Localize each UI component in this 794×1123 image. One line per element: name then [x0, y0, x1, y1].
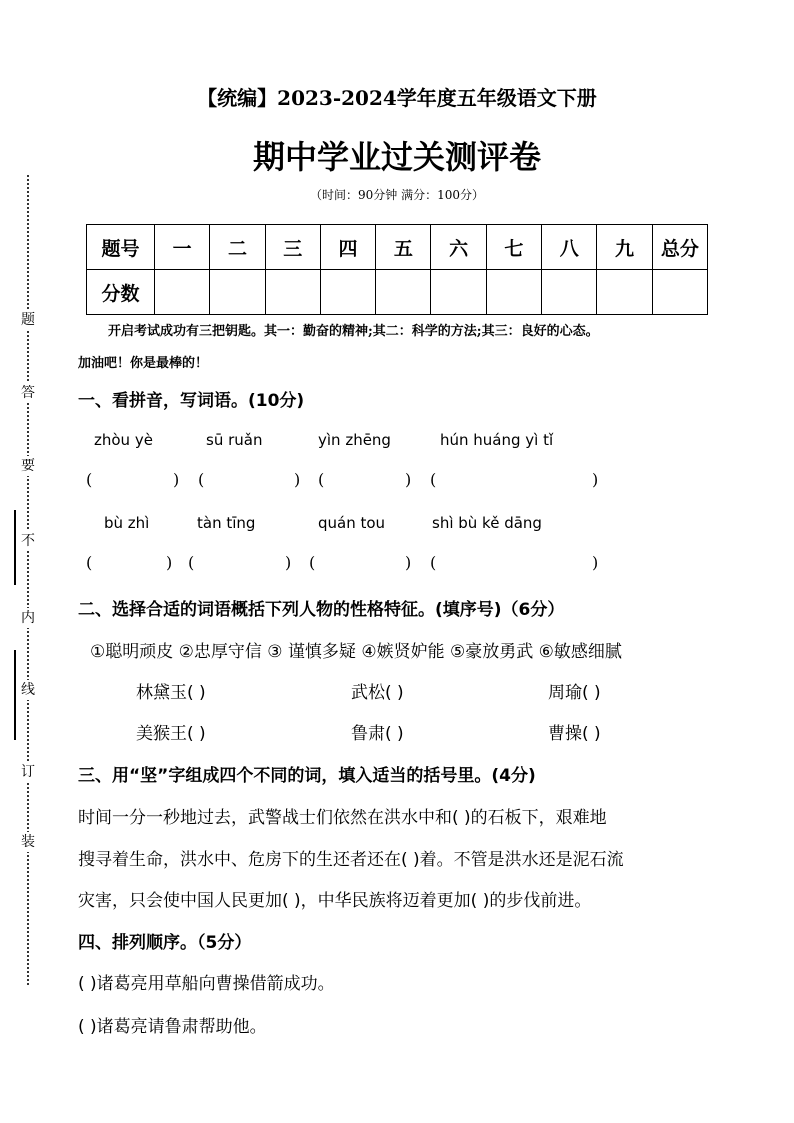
exam-title: 期中学业过关测评卷: [252, 138, 541, 176]
motto-line: 开启考试成功有三把钥匙。其一：勤奋的精神;其二：科学的方法;其三：良好的心态。: [108, 324, 599, 339]
character-blank[interactable]: 美猴王( ): [136, 724, 206, 744]
section-heading: 二、选择合适的词语概括下列人物的性格特征。(填序号)（6分）: [78, 600, 565, 620]
score-table-score-row: [87, 270, 708, 315]
answer-close-paren[interactable]: ): [285, 553, 292, 572]
paragraph-line[interactable]: 时间一分一秒地过去，武警战士们依然在洪水中和( )的石板下，艰难地: [78, 808, 607, 828]
table-cell: 总分: [652, 225, 707, 270]
word-options: ①聪明顽皮 ②忠厚守信 ③ 谨慎多疑 ④嫉贤妒能 ⑤豪放勇武 ⑥敏感细腻: [90, 642, 622, 662]
binding-bar: [14, 510, 16, 585]
character-blank[interactable]: 曹操( ): [548, 724, 601, 744]
binding-char: 要: [18, 456, 38, 476]
table-cell: 分数: [87, 270, 155, 315]
time-info: （时间：90分钟 满分：100分）: [310, 188, 484, 202]
binding-char: 内: [18, 608, 38, 628]
score-entry-cell[interactable]: [376, 270, 431, 315]
score-entry-cell[interactable]: [597, 270, 652, 315]
paragraph-line[interactable]: 灾害，只会使中国人民更加( )，中华民族将迈着更加( )的步伐前进。: [78, 891, 592, 911]
answer-close-paren[interactable]: ): [405, 470, 412, 489]
binding-dotted-line: [27, 175, 29, 985]
table-cell: 三: [265, 225, 320, 270]
answer-open-paren[interactable]: (: [430, 553, 437, 572]
pinyin: sū ruǎn: [206, 431, 263, 449]
table-cell: 二: [210, 225, 265, 270]
binding-char: 题: [18, 310, 38, 330]
table-cell: 六: [431, 225, 486, 270]
binding-char: 答: [18, 383, 38, 403]
score-entry-cell[interactable]: [265, 270, 320, 315]
answer-close-paren[interactable]: ): [405, 553, 412, 572]
pinyin: bù zhì: [104, 514, 150, 532]
answer-open-paren[interactable]: (: [318, 470, 325, 489]
answer-close-paren[interactable]: ): [592, 470, 599, 489]
score-entry-cell[interactable]: [431, 270, 486, 315]
paragraph-line[interactable]: 搜寻着生命，洪水中、危房下的生还者还在( )着。不管是洪水还是泥石流: [78, 850, 624, 870]
section-heading: 三、用“坚”字组成四个不同的词，填入适当的括号里。(4分): [78, 766, 536, 786]
section-heading: 四、排列顺序。（5分）: [78, 933, 252, 953]
answer-close-paren[interactable]: ): [592, 553, 599, 572]
motto-line: 加油吧！你是最棒的！: [78, 356, 209, 371]
answer-close-paren[interactable]: ): [294, 470, 301, 489]
answer-open-paren[interactable]: (: [430, 470, 437, 489]
order-item[interactable]: ( )诸葛亮用草船向曹操借箭成功。: [78, 974, 335, 994]
pinyin: shì bù kě dāng: [432, 514, 542, 532]
table-cell: 五: [376, 225, 431, 270]
pinyin: yìn zhēng: [318, 431, 391, 449]
answer-open-paren[interactable]: (: [309, 553, 316, 572]
score-entry-cell[interactable]: [542, 270, 597, 315]
order-item[interactable]: ( )诸葛亮请鲁肃帮助他。: [78, 1017, 267, 1037]
pinyin: tàn tīng: [197, 514, 256, 532]
table-cell: 九: [597, 225, 652, 270]
score-table-header-row: [87, 225, 708, 270]
score-entry-cell[interactable]: [652, 270, 707, 315]
score-entry-cell[interactable]: [320, 270, 375, 315]
pinyin: quán tou: [318, 514, 386, 532]
table-cell: 八: [542, 225, 597, 270]
answer-close-paren[interactable]: ): [166, 553, 173, 572]
score-table: [86, 224, 708, 315]
pinyin: zhòu yè: [94, 431, 153, 449]
table-cell: 题号: [87, 225, 155, 270]
binding-char: 不: [18, 531, 38, 551]
character-blank[interactable]: 鲁肃( ): [351, 724, 404, 744]
pinyin: hún huáng yì tǐ: [440, 431, 554, 449]
binding-char: 装: [18, 832, 38, 852]
binding-char: 订: [18, 762, 38, 782]
section-heading: 一、看拼音，写词语。(10分): [78, 391, 305, 411]
table-cell: 四: [320, 225, 375, 270]
score-entry-cell[interactable]: [210, 270, 265, 315]
answer-close-paren[interactable]: ): [173, 470, 180, 489]
score-entry-cell[interactable]: [486, 270, 541, 315]
character-blank[interactable]: 林黛玉( ): [136, 683, 206, 703]
character-blank[interactable]: 周瑜( ): [548, 683, 601, 703]
answer-open-paren[interactable]: (: [86, 470, 93, 489]
table-cell: 七: [486, 225, 541, 270]
answer-open-paren[interactable]: (: [188, 553, 195, 572]
binding-char: 线: [18, 680, 38, 700]
answer-open-paren[interactable]: (: [86, 553, 93, 572]
score-entry-cell[interactable]: [155, 270, 210, 315]
exam-subtitle: 【统编】2023-2024学年度五年级语文下册: [197, 86, 597, 110]
table-cell: 一: [155, 225, 210, 270]
binding-bar: [14, 650, 16, 740]
character-blank[interactable]: 武松( ): [351, 683, 404, 703]
answer-open-paren[interactable]: (: [198, 470, 205, 489]
binding-margin: [14, 175, 42, 985]
